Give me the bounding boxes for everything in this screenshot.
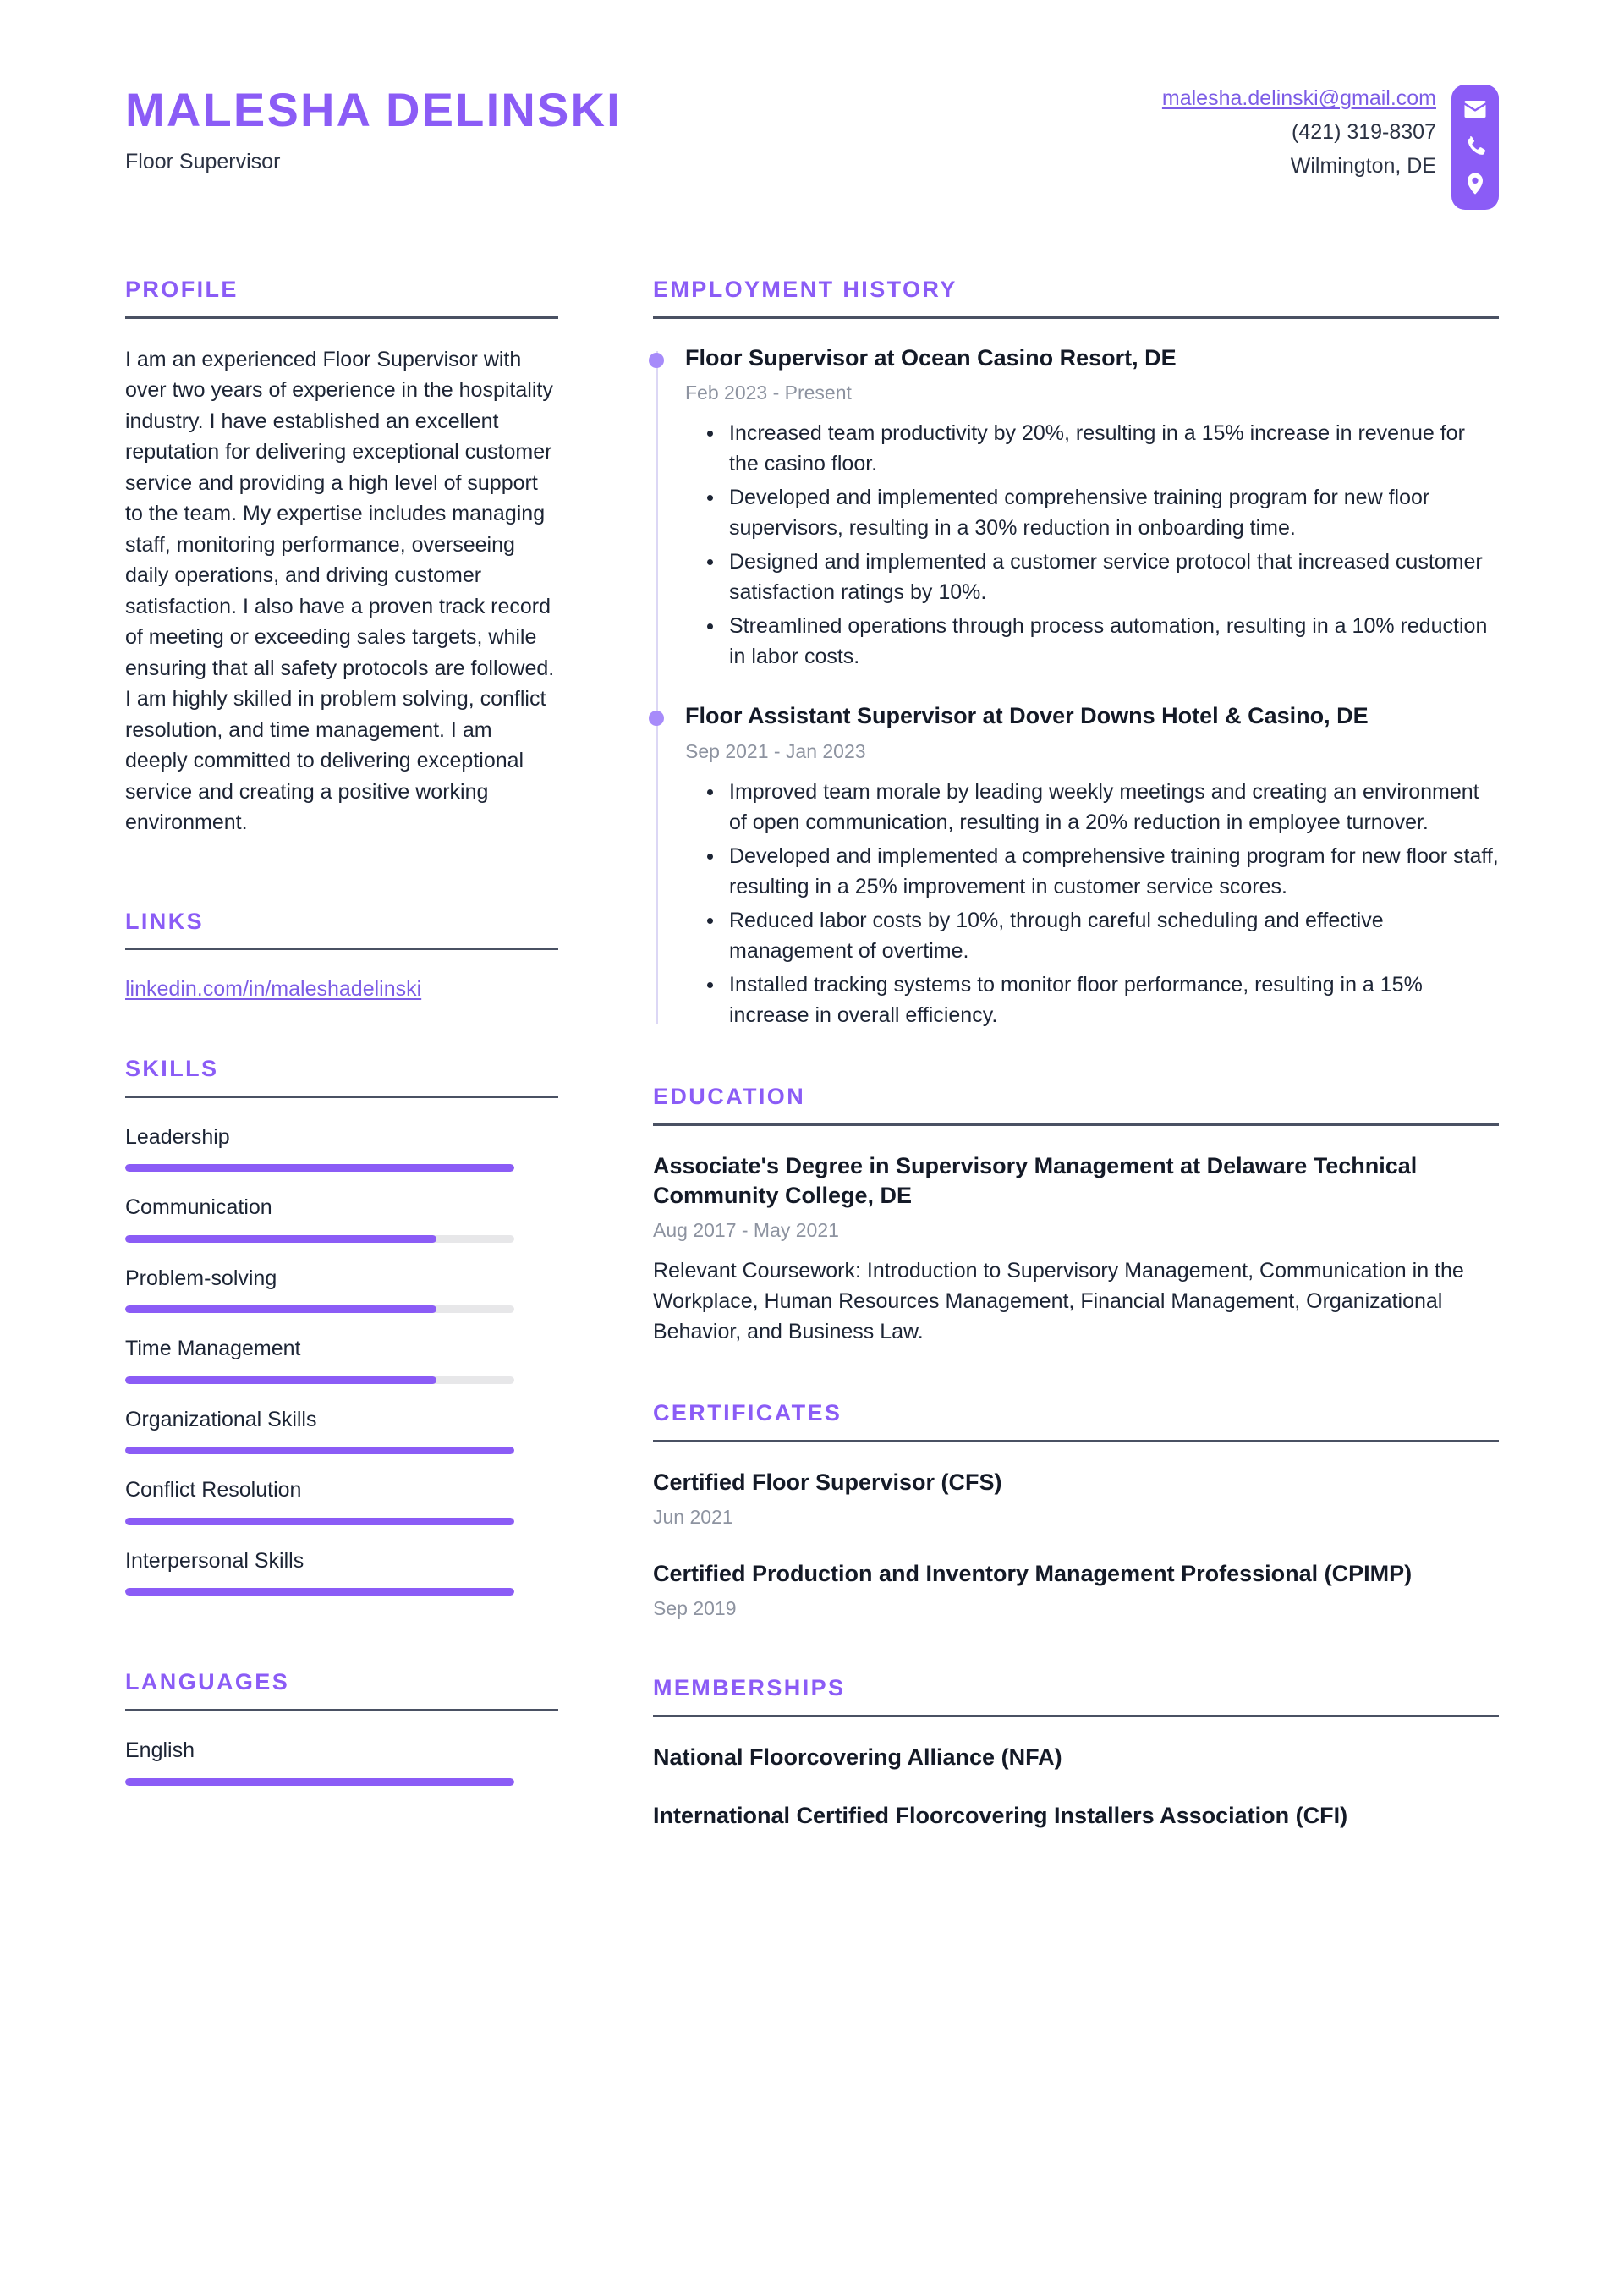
section-skills — [125, 1057, 558, 1596]
column-gap — [558, 277, 653, 1831]
skill-track — [125, 1305, 514, 1313]
language-label: English — [125, 1738, 195, 1762]
membership-title: National Floorcovering Alliance (NFA) — [653, 1744, 1062, 1770]
page-title: MALESHA DELINSKI — [125, 83, 622, 136]
location-pin-icon — [1462, 171, 1488, 196]
skill-track — [125, 1235, 514, 1243]
skill-label: Conflict Resolution — [125, 1478, 302, 1502]
section-languages — [125, 1670, 558, 1785]
certificate-title: Certified Floor Supervisor (CFS) — [653, 1469, 1002, 1496]
skill-fill — [125, 1447, 514, 1454]
section-heading-links: LINKS — [125, 908, 204, 934]
job-bullet-list — [685, 418, 1499, 672]
skill-fill — [125, 1376, 436, 1384]
job-bullet: Developed and implemented a comprehensive training program for new floor staff, resulting in a 25% improvement in customer service scores. — [729, 841, 1499, 902]
job-dates: Feb 2023 - Present — [685, 382, 852, 404]
section-memberships — [653, 1676, 1499, 1831]
contact-email[interactable]: malesha.delinski@gmail.com — [1161, 86, 1436, 110]
skill-fill — [125, 1518, 514, 1525]
spacer — [125, 1004, 558, 1057]
certificate-entry — [653, 1468, 1499, 1530]
section-divider — [653, 1123, 1499, 1126]
phone-icon — [1462, 134, 1488, 159]
membership-entry — [653, 1743, 1499, 1772]
job-title-subtitle: Floor Supervisor — [125, 150, 281, 173]
resume-body — [0, 277, 1624, 1831]
section-profile — [125, 277, 558, 838]
skill-label: Interpersonal Skills — [125, 1548, 304, 1573]
job-bullet: Increased team productivity by 20%, resulting in a 15% increase in revenue for the casino floor. — [729, 418, 1499, 479]
skill-fill — [125, 1588, 514, 1596]
job-bullet: Improved team morale by leading weekly meetings and creating an environment of open communication, resulting in a 20% reduction in employee turnover. — [729, 777, 1499, 838]
timeline-dot-icon — [649, 353, 664, 368]
education-dates: Aug 2017 - May 2021 — [653, 1218, 839, 1241]
skill-label: Organizational Skills — [125, 1407, 317, 1431]
skill-row — [125, 1194, 558, 1243]
job-bullet: Reduced labor costs by 10%, through careful scheduling and effective management of overtime. — [729, 905, 1499, 966]
section-divider — [653, 316, 1499, 319]
left-column — [125, 277, 558, 1831]
certificate-entry — [653, 1559, 1499, 1622]
skill-track — [125, 1447, 514, 1454]
language-track — [125, 1778, 514, 1786]
skill-fill — [125, 1164, 514, 1172]
link-item[interactable]: linkedin.com/in/maleshadelinski — [125, 977, 422, 1002]
section-divider — [653, 1715, 1499, 1717]
skill-label: Time Management — [125, 1337, 301, 1361]
job-entry — [685, 344, 1499, 673]
skill-row — [125, 1265, 558, 1314]
job-bullet: Developed and implemented comprehensive training program for new floor supervisors, resulting in a 30% reduction in onboarding time. — [729, 482, 1499, 543]
profile-text: I am an experienced Floor Supervisor with over two years of experience in the hospitality industry. I have established an excellent reputation for delivering exceptional customer service and providing a high level of support to the team. My expertise includes managing staff, monitoring performance, overseeing daily operations, and driving customer satisfaction. I also have a proven track record of meeting or exceeding sales targets, while ensuring that all safety protocols are followed. I am highly skilled in problem solving, conflict resolution, and time management. I am deeply committed to delivering exceptional service and creating a positive working environment. — [125, 347, 555, 835]
section-heading-languages: LANGUAGES — [125, 1669, 290, 1695]
section-divider — [653, 1440, 1499, 1442]
skill-label: Problem-solving — [125, 1266, 277, 1290]
membership-title: International Certified Floorcovering Installers Association (CFI) — [653, 1802, 1348, 1828]
spacer — [125, 1618, 558, 1670]
contact-lines — [1162, 85, 1436, 180]
membership-entry — [653, 1801, 1499, 1831]
employment-timeline — [653, 344, 1499, 1030]
job-heading: Floor Supervisor at Ocean Casino Resort, DE — [685, 344, 1177, 371]
timeline-dot-icon — [649, 711, 664, 726]
section-heading-memberships: MEMBERSHIPS — [653, 1675, 846, 1701]
right-column — [653, 277, 1499, 1831]
skill-row — [125, 1335, 558, 1384]
envelope-icon — [1462, 96, 1488, 122]
education-title: Associate's Degree in Supervisory Management at Delaware Technical Community College, DE — [653, 1152, 1418, 1208]
language-row — [125, 1737, 558, 1786]
job-heading: Floor Assistant Supervisor at Dover Downs Hotel & Casino, DE — [685, 703, 1369, 729]
skill-track — [125, 1588, 514, 1596]
section-heading-profile: PROFILE — [125, 277, 239, 302]
skill-fill — [125, 1305, 436, 1313]
job-entry — [685, 702, 1499, 1030]
section-divider — [125, 948, 558, 950]
certificate-title: Certified Production and Inventory Management Professional (CPIMP) — [653, 1561, 1413, 1587]
section-heading-skills: SKILLS — [125, 1056, 219, 1082]
skill-fill — [125, 1235, 436, 1243]
skill-track — [125, 1164, 514, 1172]
section-education — [653, 1085, 1499, 1348]
resume-header — [0, 0, 1624, 210]
section-divider — [125, 1709, 558, 1711]
job-bullet: Designed and implemented a customer service protocol that increased customer satisfaction ratings by 10%. — [729, 547, 1499, 607]
section-heading-employment: EMPLOYMENT HISTORY — [653, 277, 957, 302]
education-description: Relevant Coursework: Introduction to Supervisory Management, Communication in the Workplace, Human Resources Management, Financial Management, Organizational Behavior, and Business Law. — [653, 1258, 1464, 1344]
contact-icon-bar — [1451, 85, 1499, 210]
section-certificates — [653, 1401, 1499, 1622]
certificate-dates: Sep 2019 — [653, 1597, 737, 1620]
spacer — [125, 838, 558, 909]
job-bullet-list — [685, 777, 1499, 1030]
skill-track — [125, 1376, 514, 1384]
certificate-dates: Jun 2021 — [653, 1506, 733, 1529]
skill-track — [125, 1518, 514, 1525]
contact-block — [1162, 78, 1499, 210]
section-heading-education: EDUCATION — [653, 1083, 806, 1109]
job-bullet: Streamlined operations through process automation, resulting in a 10% reduction in labor costs. — [729, 611, 1499, 672]
section-divider — [125, 316, 558, 319]
skill-row — [125, 1406, 558, 1455]
skill-row — [125, 1547, 558, 1596]
contact-location: Wilmington, DE — [1290, 153, 1436, 178]
skill-label: Leadership — [125, 1124, 230, 1149]
language-fill — [125, 1778, 514, 1786]
job-dates: Sep 2021 - Jan 2023 — [685, 740, 866, 763]
skill-row — [125, 1476, 558, 1525]
section-employment-history — [653, 277, 1499, 1030]
section-heading-certificates: CERTIFICATES — [653, 1400, 842, 1426]
job-bullet: Installed tracking systems to monitor floor performance, resulting in a 15% increase in overall efficiency. — [729, 969, 1499, 1030]
section-divider — [125, 1096, 558, 1098]
contact-phone: (421) 319-8307 — [1292, 119, 1436, 144]
skill-label: Communication — [125, 1195, 272, 1220]
section-links — [125, 909, 558, 1004]
skill-row — [125, 1123, 558, 1173]
identity-block — [125, 78, 622, 174]
education-entry — [653, 1151, 1499, 1348]
